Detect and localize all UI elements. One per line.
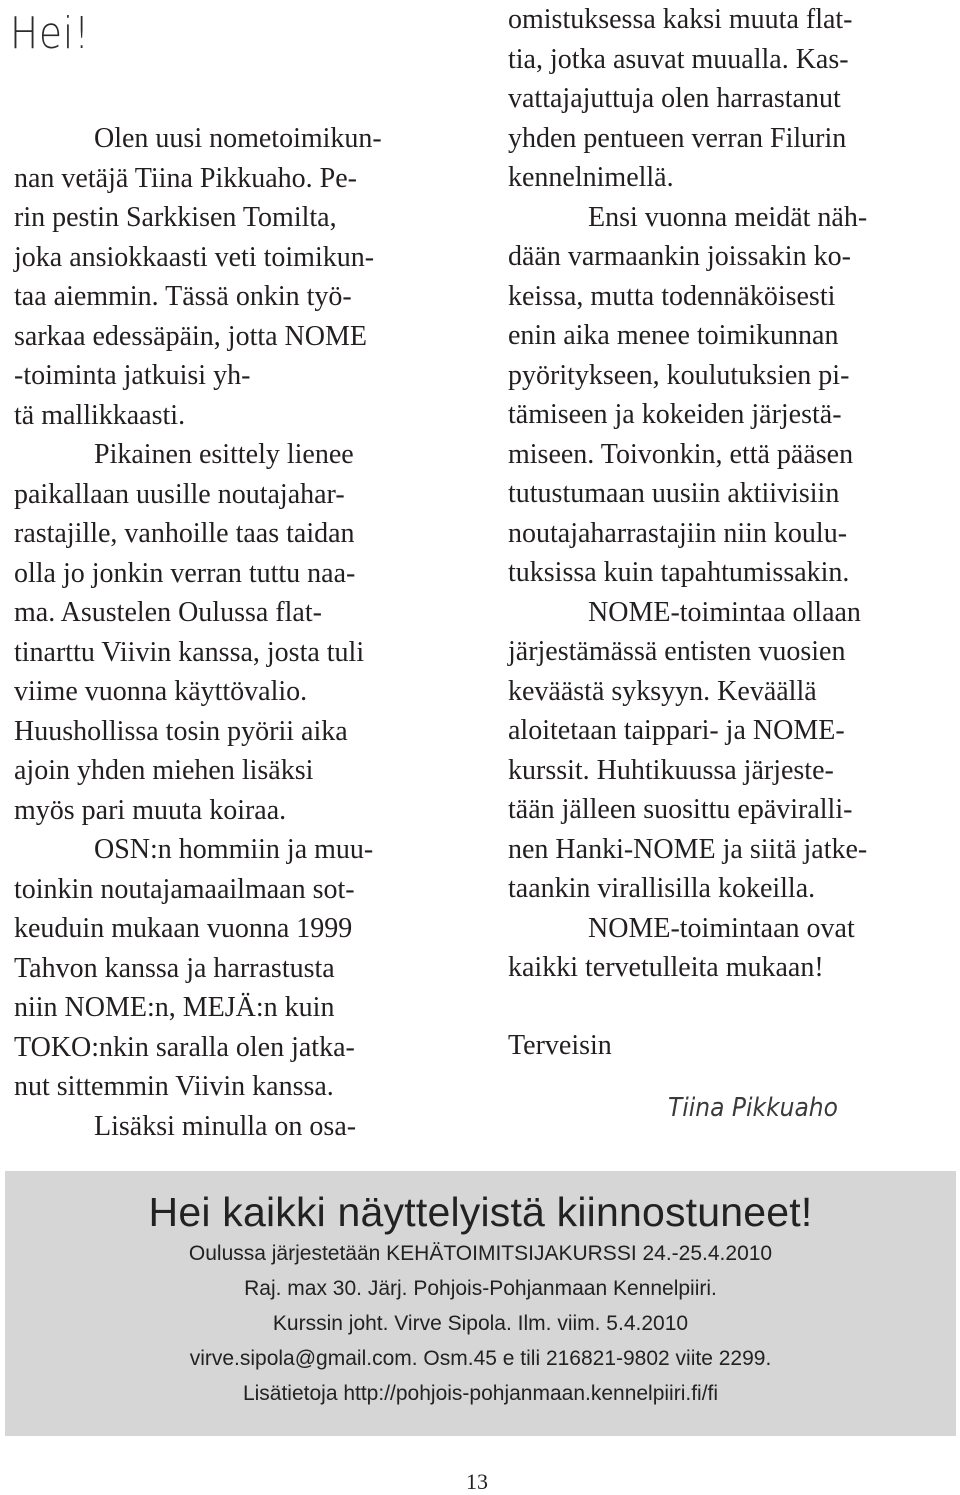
text-line: joka ansiokkaasti veti toimikun-	[14, 241, 375, 273]
text-line: miseen. Toivonkin, että pääsen	[508, 438, 854, 470]
text-line: kurssit. Huhtikuussa järjeste-	[508, 754, 834, 786]
text-line: Terveisin	[508, 1029, 612, 1061]
text-line: Huushollissa tosin pyörii aika	[14, 715, 348, 747]
text-line: tinarttu Viivin kanssa, josta tuli	[14, 636, 365, 668]
notice-line: Lisätietoja http://pohjois-pohjanmaan.kennelpiiri.fi/fi	[242, 1382, 719, 1405]
text-line: taa aiemmin. Tässä onkin työ-	[14, 281, 352, 312]
text-line: OSN:n hommiin ja muu-	[94, 834, 374, 865]
text-line: NOME-toimintaa ollaan	[588, 596, 861, 628]
text-line: noutajaharrastajiin niin koulu-	[508, 517, 848, 549]
text-line: vattajajuttuja olen harrastanut	[508, 83, 841, 114]
text-line: keväästä syksyyn. Keväällä	[508, 675, 817, 707]
text-line: yhden pentueen verran Filurin	[508, 122, 847, 154]
notice-line: Raj. max 30. Järj. Pohjois-Pohjanmaan Kennelpiiri.	[244, 1277, 717, 1300]
notice-line: Kurssin joht. Virve Sipola. Ilm. viim. 5.4.2010	[272, 1312, 689, 1335]
text-line: Tahvon kanssa ja harrastusta	[14, 952, 335, 984]
text-line: kaikki tervetulleita mukaan!	[508, 952, 824, 983]
text-line: ajoin yhden miehen lisäksi	[14, 755, 314, 786]
text-line: toinkin noutajamaailmaan sot-	[14, 873, 355, 905]
text-line: TOKO:nkin saralla olen jatka-	[14, 1031, 355, 1063]
text-line: nen Hanki-NOME ja siitä jatke-	[508, 833, 868, 865]
text-line: olla jo jonkin verran tuttu naa-	[14, 557, 356, 589]
text-line: nan vetäjä Tiina Pikkuaho. Pe-	[14, 162, 357, 194]
text-line: ma. Asustelen Oulussa flat-	[14, 597, 322, 628]
text-line: aloitetaan taippari- ja NOME-	[508, 715, 845, 746]
text-line: Pikainen esittely lienee	[94, 439, 354, 470]
course-notice-box	[5, 1171, 956, 1436]
text-line: järjestämässä entisten vuosien	[508, 636, 846, 667]
text-line: kennelnimellä.	[508, 162, 674, 193]
text-line: viime vuonna käyttövalio.	[14, 676, 308, 707]
text-line: nut sittemmin Viivin kanssa.	[14, 1071, 334, 1102]
notice-line: virve.sipola@gmail.com. Osm.45 e tili 216821-9802 viite 2299.	[189, 1347, 772, 1370]
left-column	[14, 119, 454, 1146]
text-line: Ensi vuonna meidät näh-	[588, 201, 868, 233]
right-column	[508, 0, 948, 1065]
text-line: tia, jotka asuvat muualla. Kas-	[508, 43, 849, 75]
text-line: tuksissa kuin tapahtumissakin.	[508, 557, 850, 588]
notice-title: Hei kaikki näyttelyistä kiinnostuneet!	[148, 1189, 813, 1235]
text-line: omistuksessa kaksi muuta flat-	[508, 4, 853, 35]
signature: Tiina Pikkuaho	[668, 1093, 838, 1123]
text-line: keissa, mutta todennäköisesti	[508, 280, 836, 312]
text-line: tämiseen ja kokeiden järjestä-	[508, 399, 842, 430]
page-heading: Hei!	[10, 8, 90, 59]
text-line: keuduin mukaan vuonna 1999	[14, 913, 353, 944]
notice-line: Oulussa järjestetään KEHÄTOIMITSIJAKURSSI 24.-25.4.2010	[188, 1242, 773, 1265]
text-line: taankin virallisilla kokeilla.	[508, 873, 816, 904]
text-line: tutustumaan uusiin aktiivisiin	[508, 478, 840, 509]
text-line: niin NOME:n, MEJÄ:n kuin	[14, 992, 335, 1023]
page-number: 13	[466, 1469, 488, 1494]
text-line: NOME-toimintaan ovat	[588, 912, 855, 944]
text-line: tä mallikkaasti.	[14, 399, 186, 431]
text-line: Lisäksi minulla on osa-	[94, 1110, 357, 1142]
text-line: sarkaa edessäpäin, jotta NOME	[14, 320, 367, 352]
text-line: rastajille, vanhoille taas taidan	[14, 518, 355, 549]
text-line: -toiminta jatkuisi yh-	[14, 360, 251, 391]
text-line: Olen uusi nometoimikun-	[94, 123, 382, 154]
text-line: rin pestin Sarkkisen Tomilta,	[14, 202, 337, 233]
text-line: pyöritykseen, koulutuksien pi-	[508, 359, 850, 391]
text-line: enin aika menee toimikunnan	[508, 320, 839, 351]
text-line: dään varmaankin joissakin ko-	[508, 241, 851, 272]
text-line: paikallaan uusille noutajahar-	[14, 478, 345, 510]
text-line: myös pari muuta koiraa.	[14, 794, 287, 826]
text-line: tään jälleen suosittu epäviralli-	[508, 794, 853, 825]
